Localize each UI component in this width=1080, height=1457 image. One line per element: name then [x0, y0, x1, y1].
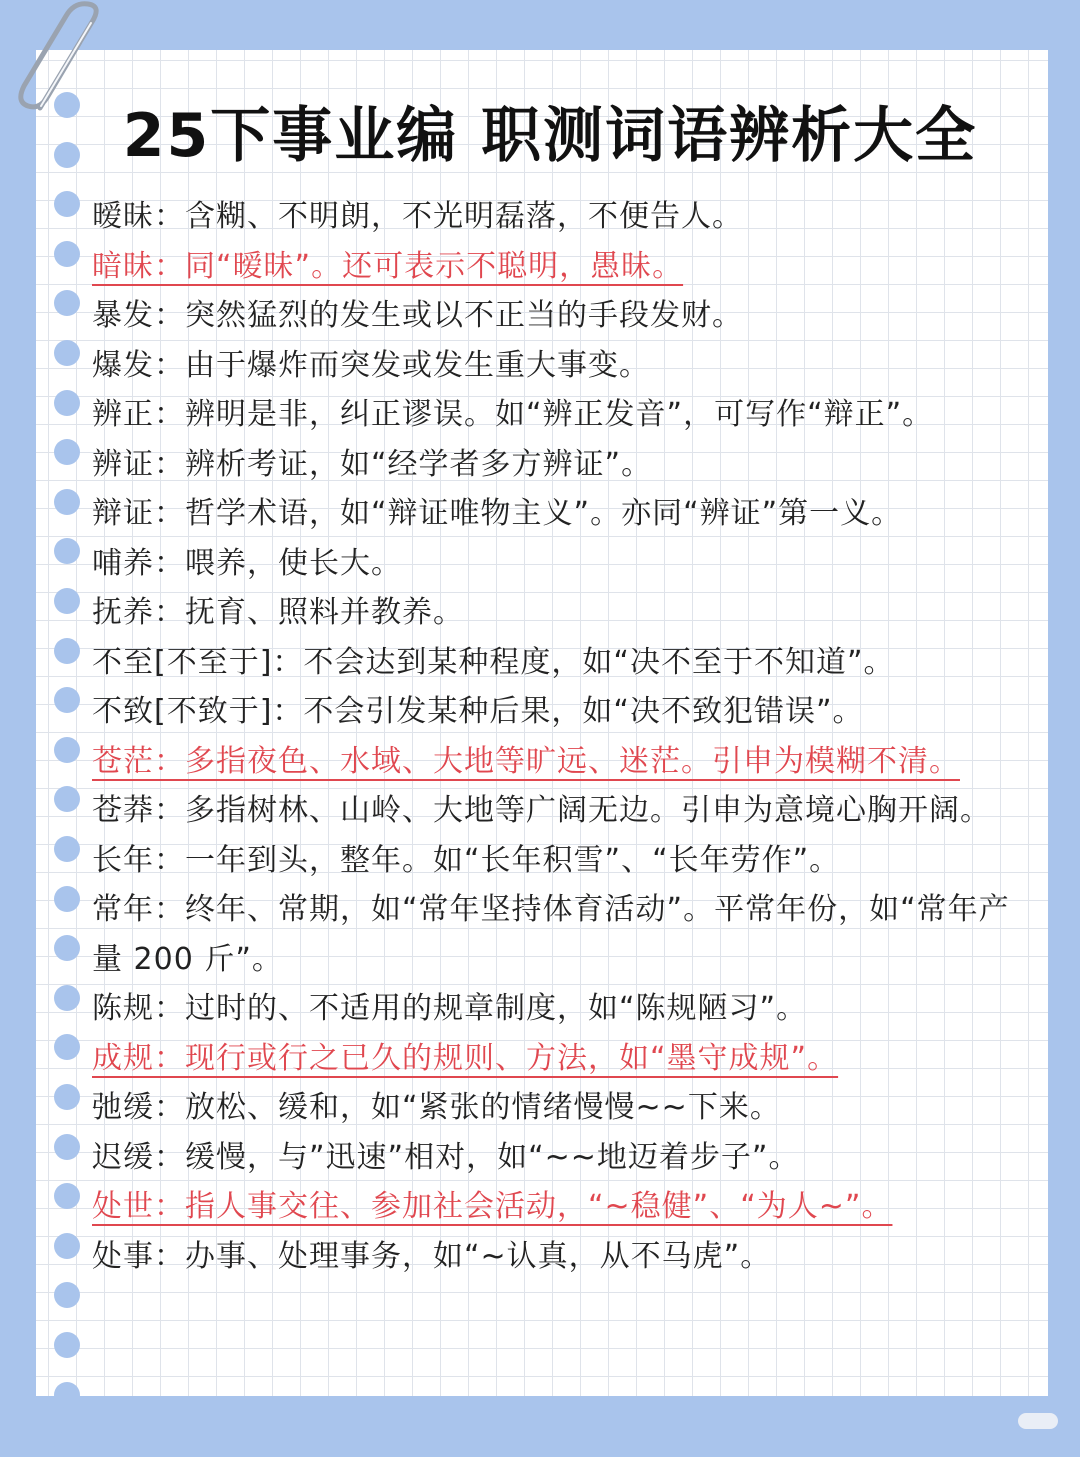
binder-hole: [54, 935, 80, 961]
word-entry: 处事：办事、处理事务，如“~认真，从不马虎”。: [92, 1238, 772, 1274]
binder-hole: [54, 836, 80, 862]
binder-hole: [54, 737, 80, 763]
binder-hole: [54, 1084, 80, 1110]
word-entry: 成规：现行或行之已久的规则、方法，如“墨守成规”。: [92, 1040, 839, 1076]
binder-hole: [54, 588, 80, 614]
binder-hole: [54, 241, 80, 267]
binder-hole: [54, 687, 80, 713]
binder-hole: [54, 489, 80, 515]
word-entry: 长年：一年到头，整年。如“长年积雪”、“长年劳作”。: [92, 842, 841, 878]
word-entry: 不至[不至于]：不会达到某种程度，如“决不至于不知道”。: [92, 644, 895, 680]
binder-holes: [0, 0, 90, 1443]
binder-hole: [54, 985, 80, 1011]
word-entry: 苍茫：多指夜色、水域、大地等旷远、迷茫。引申为模糊不清。: [92, 743, 960, 779]
binder-hole: [54, 390, 80, 416]
watermark-badge: [1018, 1413, 1058, 1429]
word-entry: 陈规：过时的、不适用的规章制度，如“陈规陋习”。: [92, 991, 808, 1026]
binder-hole: [54, 1233, 80, 1259]
word-entry: 辨证：辨析考证，如“经学者多方辨证”。: [92, 446, 653, 482]
word-entry: 处世：指人事交往、参加社会活动，“~稳健”、“为人~”。: [92, 1189, 893, 1224]
binder-hole: [54, 1382, 80, 1408]
word-entry: 抚养：抚育、照料并教养。: [92, 595, 464, 630]
word-entry: 迟缓：缓慢，与”迅速”相对，如“~~地迈着步子”。: [92, 1139, 800, 1175]
word-entry: 辩证：哲学术语，如“辩证唯物主义”。亦同“辨证”第一义。: [92, 496, 903, 531]
binder-hole: [54, 340, 80, 366]
binder-hole: [54, 290, 80, 316]
word-list: [92, 192, 1032, 1281]
word-entry: 辨正：辨明是非，纠正谬误。如“辨正发音”，可写作“辩正”。: [92, 397, 934, 432]
binder-hole: [54, 538, 80, 564]
word-entry: 弛缓：放松、缓和，如“紧张的情绪慢慢~~下来。: [92, 1090, 781, 1125]
binder-hole: [54, 1134, 80, 1160]
binder-hole: [54, 439, 80, 465]
binder-hole: [54, 1332, 80, 1358]
binder-hole: [54, 1034, 80, 1060]
binder-hole: [54, 1431, 80, 1457]
word-entry: 苍莽：多指树林、山岭、大地等广阔无边。引申为意境心胸开阔。: [92, 793, 991, 828]
word-entry: 暧昧：含糊、不明朗，不光明磊落，不便告人。: [92, 199, 743, 234]
word-entry: 常年：终年、常期，如“常年坚持体育活动”。平常年份，如“常年产量 200 斤”。: [92, 892, 1010, 977]
binder-hole: [54, 786, 80, 812]
binder-hole: [54, 191, 80, 217]
word-entry: 哺养：喂养，使长大。: [92, 545, 402, 581]
page-title: 25下事业编 职测词语辨析大全: [122, 101, 978, 171]
word-entry: 爆发：由于爆炸而突发或发生重大事变。: [92, 347, 650, 383]
binder-hole: [54, 638, 80, 664]
word-entry: 不致[不致于]：不会引发某种后果，如“决不致犯错误”。: [92, 694, 864, 729]
binder-hole: [54, 886, 80, 912]
word-entry: 暗昧：同“暧昧”。还可表示不聪明，愚昧。: [92, 248, 684, 284]
word-entry: 暴发：突然猛烈的发生或以不正当的手段发财。: [92, 298, 743, 333]
binder-hole: [54, 1282, 80, 1308]
binder-hole: [54, 1183, 80, 1209]
